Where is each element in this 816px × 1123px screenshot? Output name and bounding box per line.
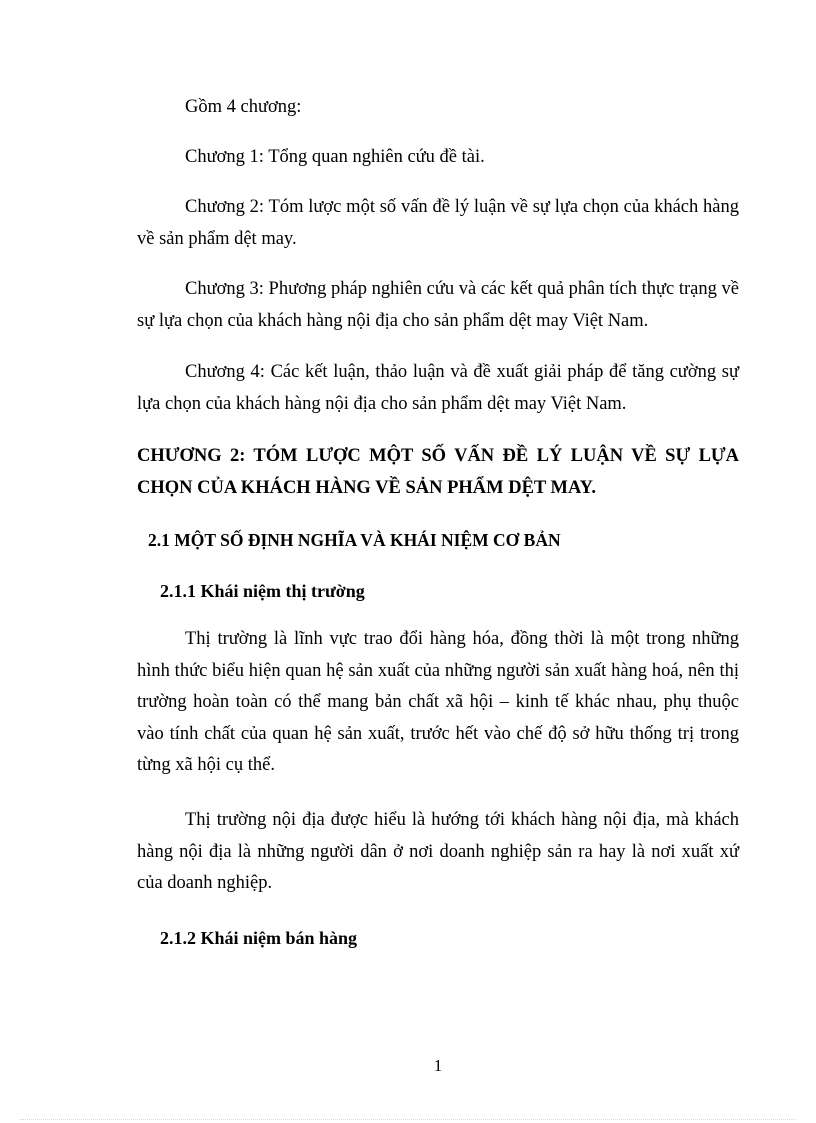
chapter-2-summary: Chương 2: Tóm lược một số vấn đề lý luận về sự lựa chọn của khách hàng về sản phẩm dệt may. bbox=[137, 197, 739, 249]
chapter-title: CHƯƠNG 2: TÓM LƯỢC MỘT SỐ VẤN ĐỀ LÝ LUẬN VỀ SỰ LỰA CHỌN CỦA KHÁCH HÀNG VỀ SẢN PHẨM DỆT MAY. bbox=[137, 446, 739, 498]
market-definition-paragraph: Thị trường là lĩnh vực trao đổi hàng hóa, đồng thời là một trong những hình thức biểu hiện quan hệ sản xuất của những người sản xuất hàng hoá, nên thị trường hoàn toàn có thể mang bản chất xã hội – kinh tế khác nhau, phụ thuộc vào tính chất của quan hệ sản xuất, trước hết vào chế độ sở hữu thống trị trong từng xã hội cụ thể. bbox=[137, 629, 739, 775]
chapter-4-summary: Chương 4: Các kết luận, thảo luận và đề xuất giải pháp để tăng cường sự lựa chọn của khách hàng nội địa cho sản phẩm dệt may Việt Nam. bbox=[137, 362, 739, 414]
subsection-1-title: 2.1.1 Khái niệm thị trường bbox=[160, 581, 365, 601]
page-number: 1 bbox=[433, 1056, 443, 1075]
page-bottom-divider bbox=[20, 1119, 796, 1120]
intro-paragraph: Gồm 4 chương: bbox=[185, 97, 302, 117]
chapter-3-summary: Chương 3: Phương pháp nghiên cứu và các kết quả phân tích thực trạng về sự lựa chọn của khách hàng nội địa cho sản phẩm dệt may Việt Nam. bbox=[137, 279, 739, 331]
chapter-1-summary: Chương 1: Tổng quan nghiên cứu đề tài. bbox=[185, 147, 485, 167]
section-title: 2.1 MỘT SỐ ĐỊNH NGHĨA VÀ KHÁI NIỆM CƠ BẢN bbox=[148, 530, 561, 550]
domestic-market-paragraph: Thị trường nội địa được hiểu là hướng tới khách hàng nội địa, mà khách hàng nội địa là những người dân ở nơi doanh nghiệp sản ra hay là nơi xuất xứ của doanh nghiệp. bbox=[137, 810, 739, 893]
subsection-2-title: 2.1.2 Khái niệm bán hàng bbox=[160, 928, 358, 948]
